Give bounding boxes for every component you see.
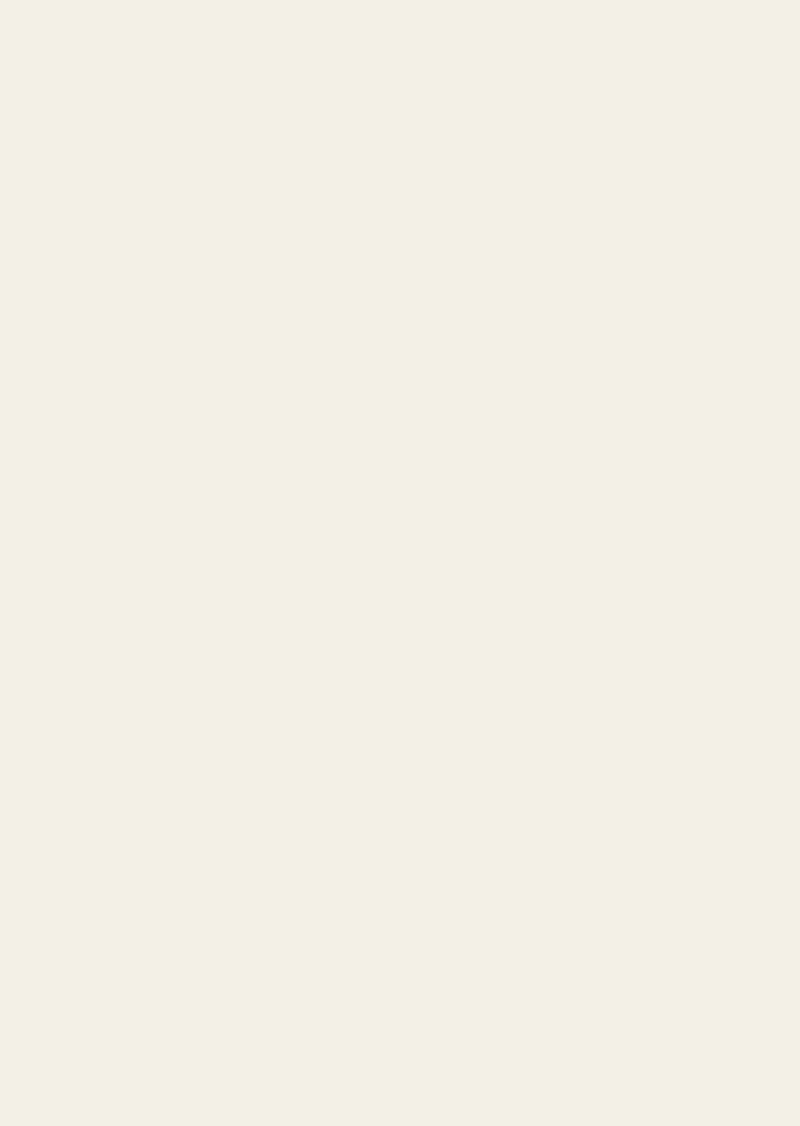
table-grid [68, 152, 780, 1034]
salary-fund-table [68, 152, 780, 1034]
